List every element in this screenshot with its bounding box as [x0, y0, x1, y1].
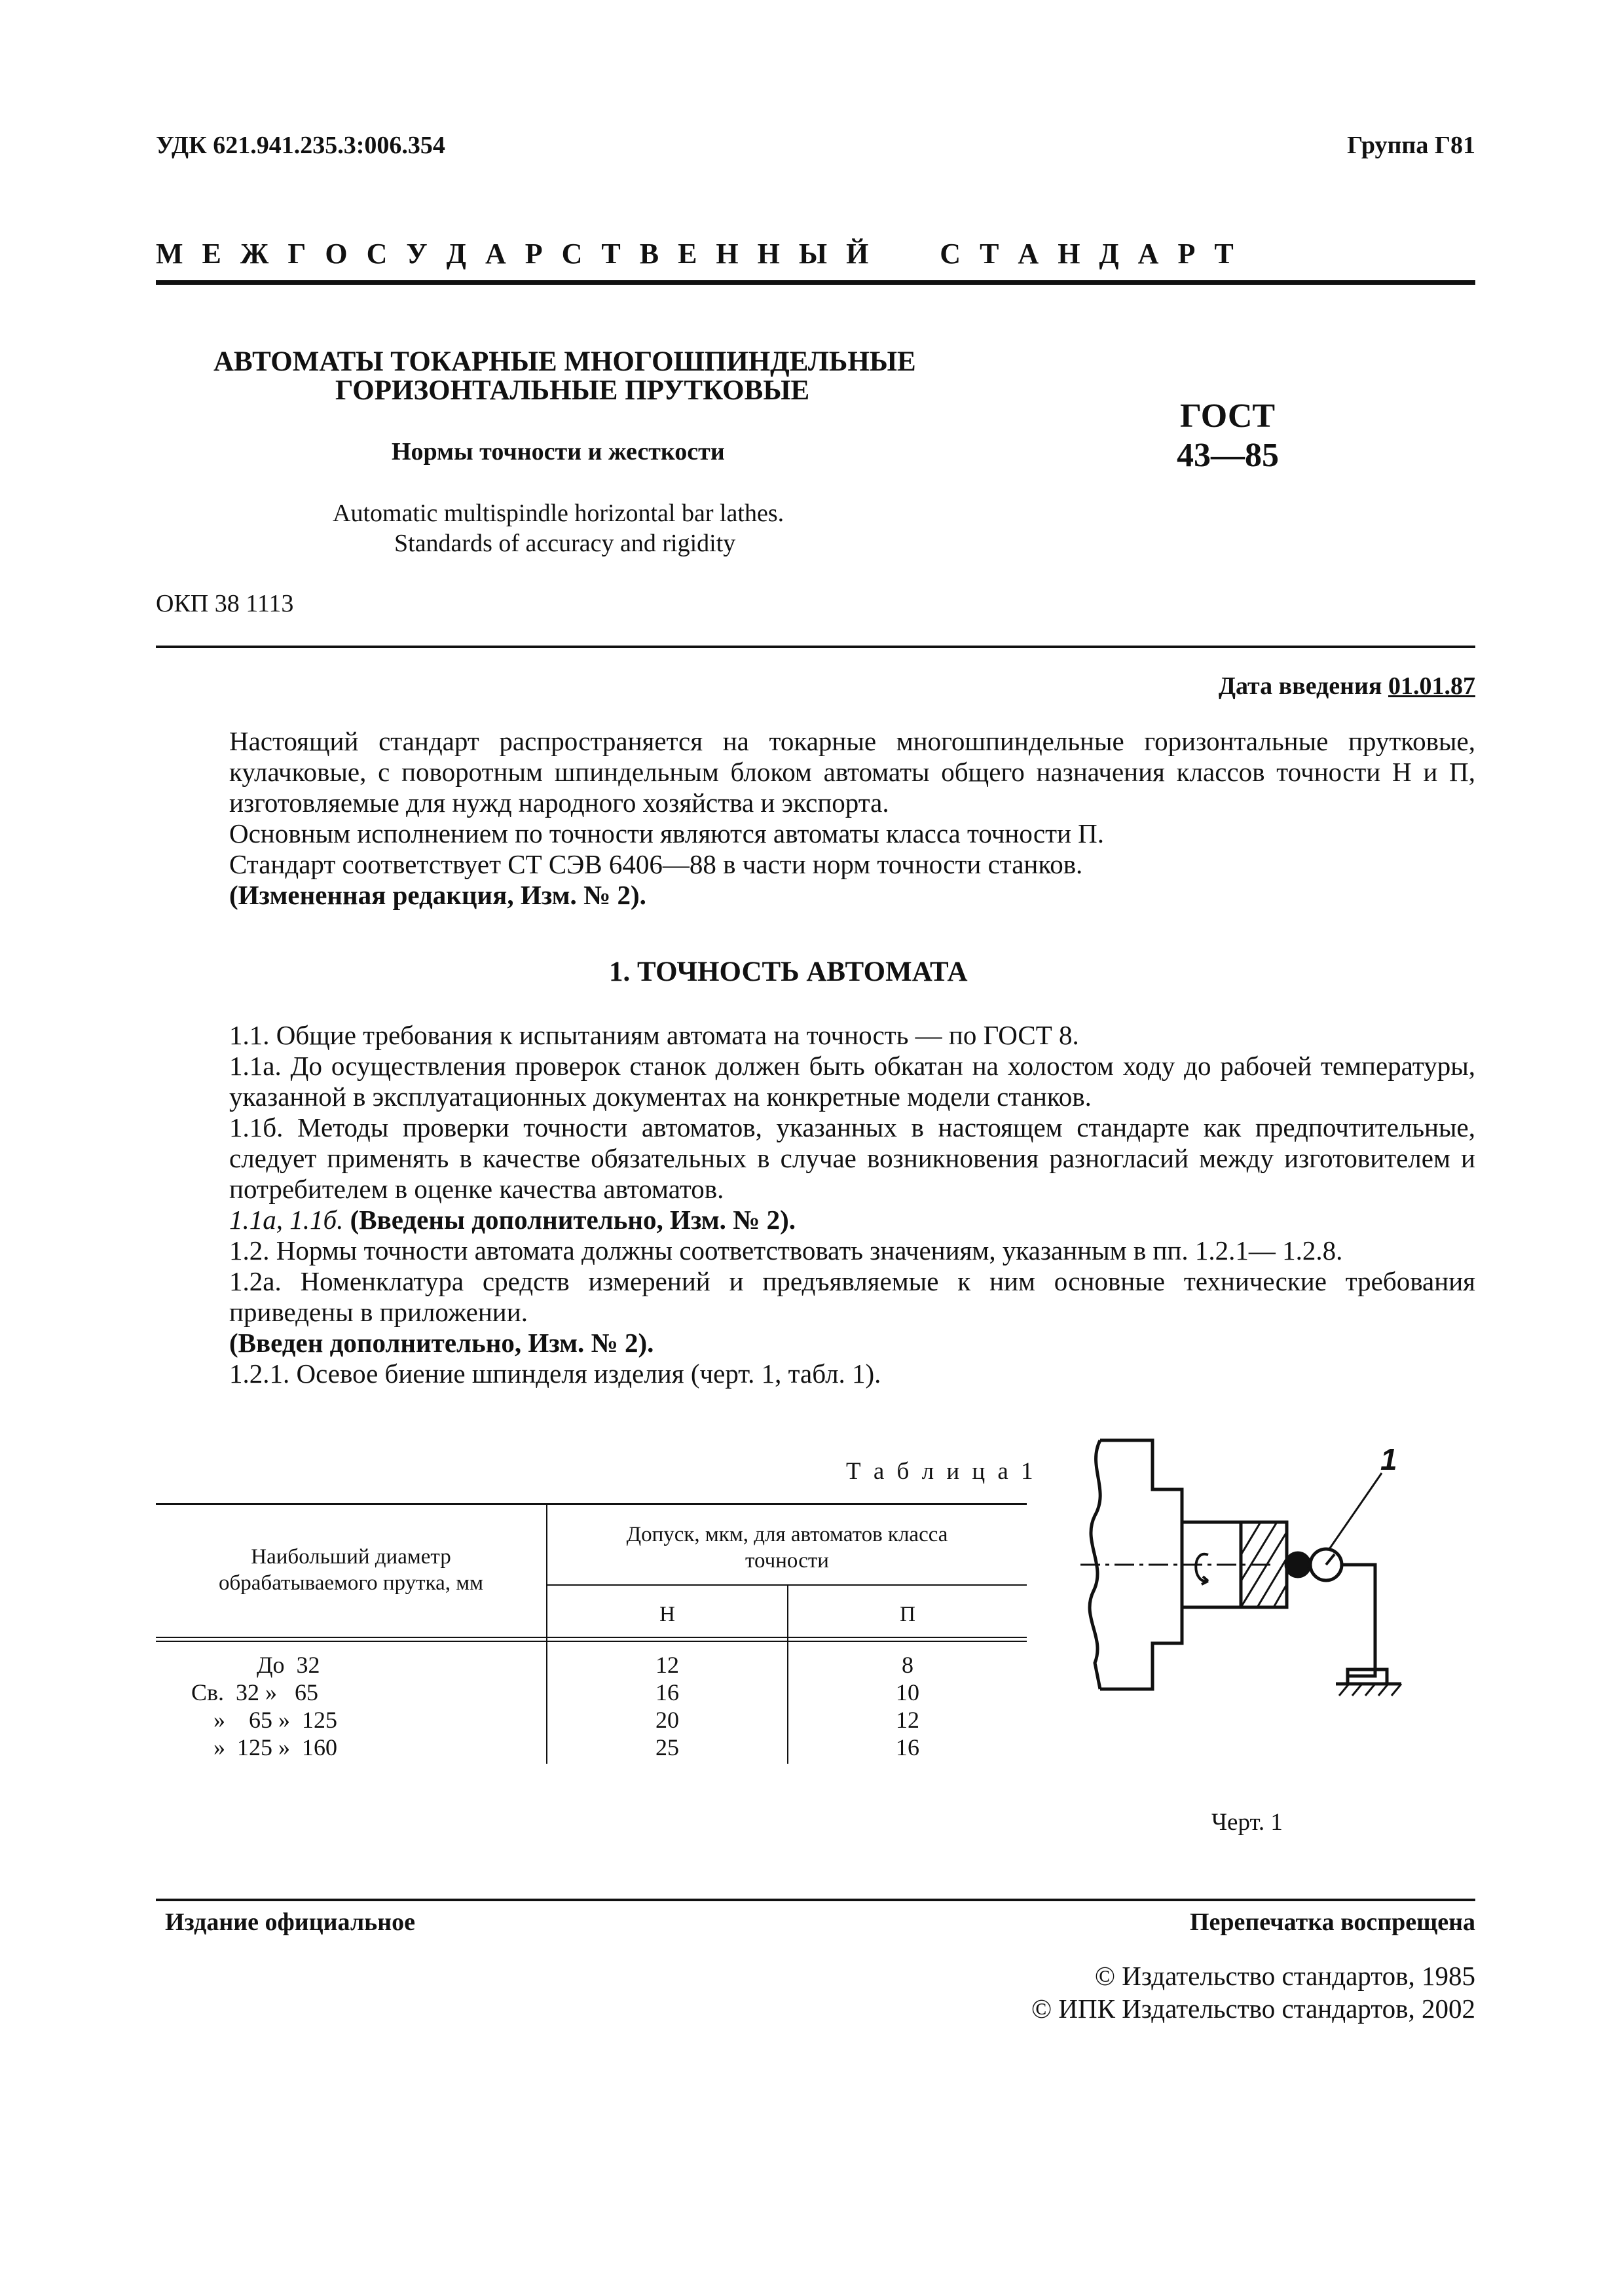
group-header-l2: точности	[745, 1549, 829, 1573]
table-row-1-diameter: До 32	[257, 1652, 320, 1678]
table-top-rule	[156, 1503, 1027, 1505]
figure-caption: Черт. 1	[1211, 1809, 1283, 1836]
col-header-diameter-l1: Наибольший диаметр	[251, 1545, 451, 1569]
table-header-rule-b	[156, 1641, 1027, 1642]
title-rule	[156, 646, 1475, 648]
table-row-4-p: 16	[896, 1734, 919, 1760]
clause-added-note-2: (Введен дополнительно, Изм. № 2).	[229, 1328, 654, 1358]
standard-type-heading: М Е Ж Г О С У Д А Р С Т В Е Н Н Ы Й С Т А Н Д А Р Т	[156, 238, 1240, 270]
section-1-heading: 1. ТОЧНОСТЬ АВТОМАТА	[609, 957, 968, 987]
table-row-2-h: 16	[655, 1679, 679, 1705]
title-en-line-2: Standards of accuracy and rigidity	[394, 530, 736, 557]
col-header-class-p: П	[900, 1603, 915, 1626]
table-subheader-rule	[546, 1584, 1027, 1586]
gost-label: ГОСТ	[1180, 397, 1276, 435]
table-row-1-p: 8	[902, 1652, 913, 1678]
added-clause-note: (Введены дополнительно, Изм. № 2).	[350, 1205, 796, 1235]
figure-label-1: 1	[1380, 1442, 1397, 1476]
copyright-2002: © ИПК Издательство стандартов, 2002	[1031, 1994, 1475, 2024]
title-line-1: АВТОМАТЫ ТОКАРНЫЕ МНОГОШПИНДЕЛЬНЫЕ	[213, 346, 916, 377]
col-header-diameter-l2: обрабатываемого прутка, мм	[219, 1571, 483, 1595]
copyright-1985: © Издательство стандартов, 1985	[1094, 1961, 1475, 1991]
table-header-rule-a	[156, 1637, 1027, 1638]
table-row-3-h: 20	[655, 1707, 679, 1733]
title-subtitle: Нормы точности и жесткости	[392, 438, 725, 465]
table-row-4-diameter: » 125 » 160	[213, 1734, 337, 1760]
date-value: 01.01.87	[1388, 672, 1475, 700]
title-en-line-1: Automatic multispindle horizontal bar lathes.	[333, 500, 784, 527]
introduction-date	[1219, 672, 1475, 701]
table-row-2-p: 10	[896, 1679, 919, 1705]
clause-1-1: 1.1. Общие требования к испытаниям автомата на точность — по ГОСТ 8.	[229, 1020, 1079, 1050]
table-row-2-diameter: Св. 32 » 65	[191, 1679, 319, 1705]
clause-added-note	[156, 1205, 1475, 1235]
date-label: Дата введения	[1218, 672, 1382, 700]
intro-paragraph-3: Стандарт соответствует СТ СЭВ 6406—88 в части норм точности станков.	[229, 849, 1083, 879]
table-row-1-h: 12	[655, 1652, 679, 1678]
footer-official-edition: Издание официальное	[165, 1908, 416, 1936]
clause-1-2-1: 1.2.1. Осевое биение шпинделя изделия (черт. 1, табл. 1).	[229, 1358, 881, 1389]
table-row-3-p: 12	[896, 1707, 919, 1733]
indicator-stand	[1342, 1565, 1375, 1676]
table-row-4-h: 25	[655, 1734, 679, 1760]
added-clause-refs: 1.1а, 1.1б.	[229, 1205, 344, 1235]
clause-1-2a: 1.2а. Номенклатура средств измерений и предъявляемые к ним основные технические требования приведены в приложении.	[229, 1266, 1475, 1327]
udk-code: УДК 621.941.235.3:006.354	[156, 132, 445, 159]
group-header-l1: Допуск, мкм, для автоматов класса	[626, 1523, 948, 1546]
title-line-2: ГОРИЗОНТАЛЬНЫЕ ПРУТКОВЫЕ	[335, 375, 810, 406]
okp-code: ОКП 38 1113	[156, 590, 294, 617]
table-row-3-diameter: » 65 » 125	[213, 1707, 337, 1733]
clause-1-1a: 1.1а. До осуществления проверок станок должен быть обкатан на холостом ходу до рабочей температуры, указанной в эксплуатационных документах на конкретные модели станков.	[229, 1051, 1475, 1112]
intro-paragraph-2: Основным исполнением по точности являются автоматы класса точности П.	[229, 818, 1105, 848]
spindle-runout-figure	[1074, 1427, 1480, 1702]
intro-amendment-note: (Измененная редакция, Изм. № 2).	[229, 880, 646, 910]
intro-paragraph-1: Настоящий стандарт распространяется на токарные многошпиндельные горизонтальные прутковые, кулачковые, с поворотным шпиндельным блоком автоматы общего назначения классов точности Н и П, изготовляемые для нужд народного хозяйства и экспорта.	[229, 726, 1475, 818]
group-code: Группа Г81	[1347, 132, 1475, 159]
intro-block	[156, 726, 1475, 911]
footer-reprint-prohibited: Перепечатка воспрещена	[1189, 1908, 1475, 1936]
col-header-class-h: Н	[659, 1603, 675, 1626]
header-rule	[156, 280, 1475, 285]
clause-1-2: 1.2. Нормы точности автомата должны соответствовать значениям, указанным в пп. 1.2.1— 1.2.8.	[229, 1235, 1343, 1266]
section-1-body	[156, 1020, 1475, 1389]
footer-rule	[156, 1899, 1475, 1901]
table-caption: Т а б л и ц а 1	[846, 1458, 1037, 1485]
gost-number: 43—85	[1177, 437, 1279, 474]
clause-1-1b: 1.1б. Методы проверки точности автоматов, указанных в настоящем стандарте как предпочтительные, следует применять в качестве обязательных в случае возникновения разногласий между изготовителем и потребителем в оценке качества автоматов.	[229, 1112, 1475, 1204]
